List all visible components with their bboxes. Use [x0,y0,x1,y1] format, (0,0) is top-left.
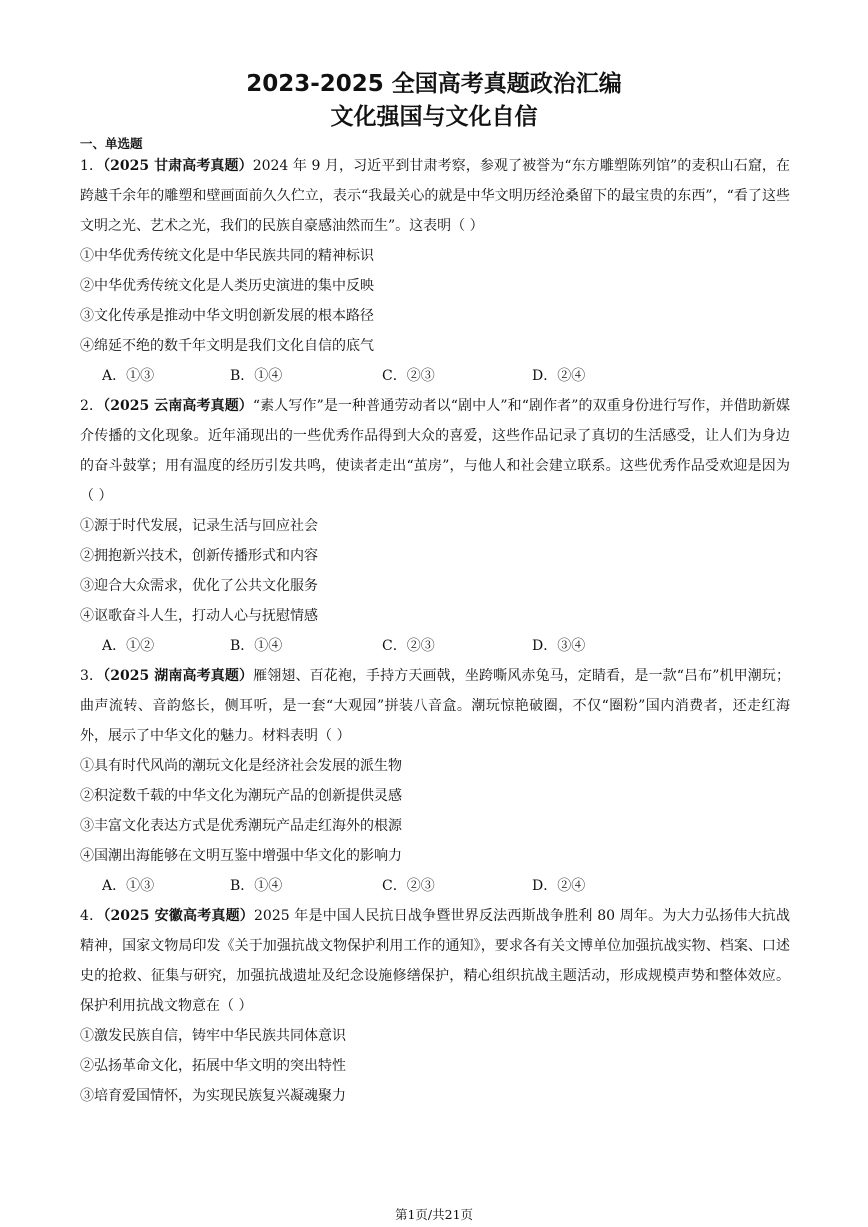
question-3 [80,661,790,901]
question-number: 1． [80,158,104,174]
statement-option: ①源于时代发展，记录生活与回应社会 [80,518,318,534]
page-footer: 第1页/共21页 [394,1207,474,1222]
question-number: 3． [80,668,104,684]
choice-b: B．①④ [230,878,283,894]
question-stem [80,661,790,751]
answer-choices [80,361,790,391]
section-heading: 一、单选题 [80,136,143,151]
choice-a: A．①③ [102,368,155,384]
question-number: 2． [80,398,104,414]
statement-option: ④绵延不绝的数千年文明是我们文化自信的底气 [80,338,374,354]
statement-option: ②拥抱新兴技术，创新传播形式和内容 [80,548,318,564]
choice-c: C．②③ [382,878,435,894]
statement-option: ②弘扬革命文化，拓展中华文明的突出特性 [80,1058,346,1074]
answer-choices [80,871,790,901]
choice-d: D．②④ [532,878,586,894]
question-number: 4． [80,908,104,924]
document-title-line2: 文化强国与文化自信 [330,104,538,130]
question-2 [80,391,790,661]
choice-a: A．①③ [102,878,155,894]
question-text: 雁翎翅、百花袍，手持方天画戟，坐跨嘶风赤兔马，定睛看，是一款“吕布”机甲潮玩；曲声流转、音韵悠长，侧耳听，是一套“大观园”拼装八音盒。潮玩惊艳破圈，不仅“圈粉”国内消费者，还走红海外，展示了中华文化的魅力。材料表明（ ） [80,668,790,744]
question-source: （2025 云南高考真题） [103,398,253,414]
statement-option: ④国潮出海能够在文明互鉴中增强中华文化的影响力 [80,848,402,864]
question-stem [80,391,790,511]
choice-a: A．①② [102,638,155,654]
statement-option: ③文化传承是推动中华文明创新发展的根本路径 [80,308,374,324]
question-list [80,151,790,1111]
question-text: 2025 年是中国人民抗日战争暨世界反法西斯战争胜利 80 周年。为大力弘扬伟大抗战精神，国家文物局印发《关于加强抗战文物保护利用工作的通知》，要求各有关文博单位加强抗战实物、档案、口述史的抢救、征集与研究，加强抗战遗址及纪念设施修缮保护，精心组织抗战主题活动，形成规模声势和整体效应。保护利用抗战文物意在（ ） [80,908,790,1014]
question-source: （2025 甘肃高考真题） [103,158,253,174]
statement-option: ④讴歌奋斗人生，打动人心与抚慰情感 [80,608,318,624]
question-text: 2024 年 9 月，习近平到甘肃考察，参观了被誉为“东方雕塑陈列馆”的麦积山石窟，在跨越千余年的雕塑和壁画面前久久伫立，表示“我最关心的就是中华文明历经沧桑留下的最宝贵的东西”，“看了这些文明之光、艺术之光，我们的民族自豪感油然而生”。这表明（ ） [80,158,790,234]
question-4 [80,901,790,1111]
statement-option: ③培育爱国情怀，为实现民族复兴凝魂聚力 [80,1088,346,1104]
question-1 [80,151,790,391]
question-source: （2025 安徽高考真题） [103,908,255,924]
question-text: “素人写作”是一种普通劳动者以“剧中人”和“剧作者”的双重身份进行写作，并借助新媒介传播的文化现象。近年涌现出的一些优秀作品得到大众的喜爱，这些作品记录了真切的生活感受，让人们为身边的奋斗鼓掌；用有温度的经历引发共鸣，使读者走出“茧房”，与他人和社会建立联系。这些优秀作品受欢迎是因为（ ） [80,398,790,504]
question-source: （2025 湖南高考真题） [103,668,254,684]
statement-option: ②积淀数千载的中华文化为潮玩产品的创新提供灵感 [80,788,402,804]
choice-d: D．③④ [532,638,586,654]
choice-b: B．①④ [230,638,283,654]
statement-option: ③迎合大众需求，优化了公共文化服务 [80,578,318,594]
question-stem [80,151,790,241]
choice-c: C．②③ [382,638,435,654]
statement-option: ①激发民族自信，铸牢中华民族共同体意识 [80,1028,346,1044]
choice-c: C．②③ [382,368,435,384]
statement-option: ①具有时代风尚的潮玩文化是经济社会发展的派生物 [80,758,402,774]
statement-option: ③丰富文化表达方式是优秀潮玩产品走红海外的根源 [80,818,402,834]
question-stem [80,901,790,1021]
statement-option: ②中华优秀传统文化是人类历史演进的集中反映 [80,278,374,294]
choice-b: B．①④ [230,368,283,384]
answer-choices [80,631,790,661]
document-title-line1: 2023-2025 全国高考真题政治汇编 [246,71,622,97]
choice-d: D．②④ [532,368,586,384]
statement-option: ①中华优秀传统文化是中华民族共同的精神标识 [80,248,374,264]
